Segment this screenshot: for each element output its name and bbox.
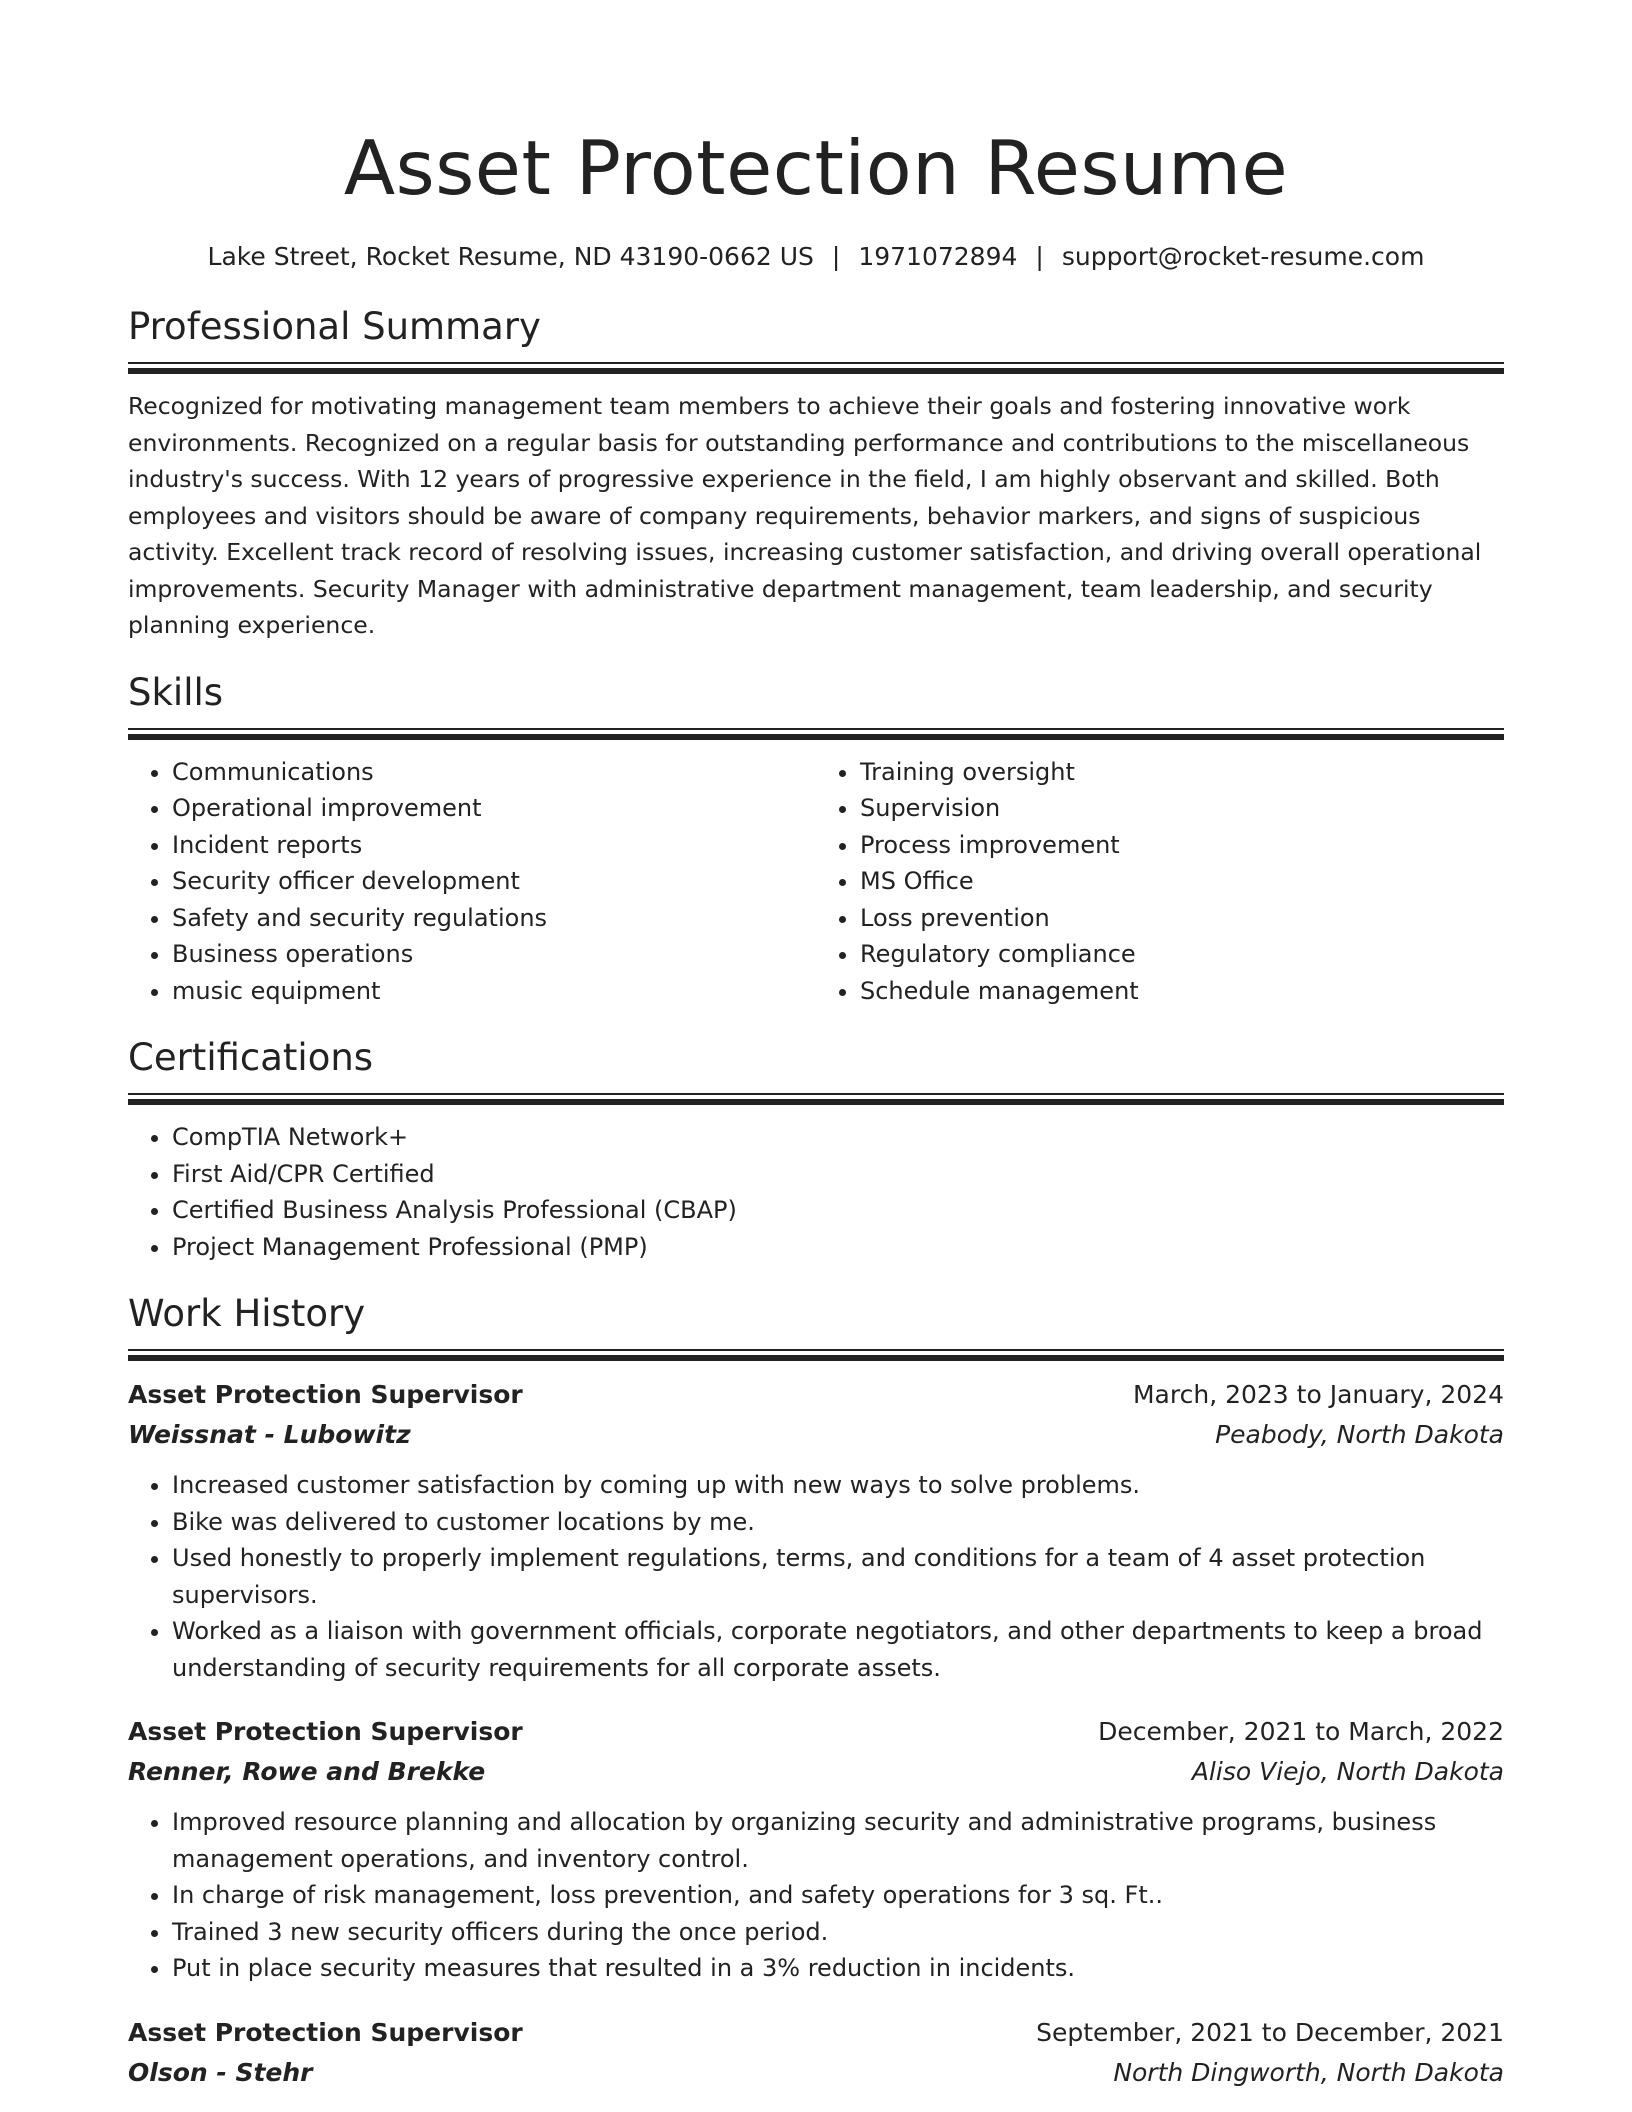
section-title-certifications: Certifications bbox=[128, 1036, 374, 1079]
job-bullet: • Put in place security measures that resulted in a 3% reduction in incidents. bbox=[172, 1950, 1504, 1987]
job-subheader bbox=[128, 1415, 1504, 1455]
job-subheader bbox=[128, 2053, 1504, 2093]
skill-item: • music equipment bbox=[172, 973, 816, 1010]
section-divider bbox=[128, 1349, 1504, 1361]
job-dates: December, 2021 to March, 2022 bbox=[1098, 1717, 1504, 1746]
certification-item: • Certified Business Analysis Professional (CBAP) bbox=[172, 1192, 1504, 1229]
job-location: North Dingworth, North Dakota bbox=[1113, 2057, 1504, 2087]
job-bullet: • Worked as a liaison with government officials, corporate negotiators, and other departments to keep a broad understanding of security requirements for all corporate assets. bbox=[172, 1613, 1504, 1686]
job-company: Renner, Rowe and Brekke bbox=[128, 1757, 486, 1786]
skill-item: • Business operations bbox=[172, 936, 816, 973]
skill-item: • Operational improvement bbox=[172, 790, 816, 827]
job-header bbox=[128, 1712, 1504, 1752]
summary-text: Recognized for motivating management team members to achieve their goals and fostering innovative work environments. Recognized on a regular basis for outstanding performance and contributions to the miscellaneous industry's success. With 12 years of progressive experience in the field, I am highly observant and skilled. Both employees and visitors should be aware of company requirements, behavior markers, and signs of suspicious activity. Excellent track record of resolving issues, increasing customer satisfaction, and driving overall operational improvements. Security Manager with administrative department management, team leadership, and security planning experience. bbox=[128, 392, 1482, 639]
job-bullet: • Improved resource planning and allocation by organizing security and administrative programs, business management operations, and inventory control. bbox=[172, 1804, 1504, 1877]
skill-item: • Safety and security regulations bbox=[172, 900, 816, 937]
job-bullet: • Used honestly to properly implement regulations, terms, and conditions for a team of 4 asset protection supervisors. bbox=[172, 1540, 1504, 1613]
job-entry bbox=[128, 2013, 1504, 2093]
job-bullets bbox=[128, 1804, 1504, 1987]
job-bullet: • Increased customer satisfaction by coming up with new ways to solve problems. bbox=[172, 1467, 1504, 1504]
skill-item: • Schedule management bbox=[860, 973, 1504, 1010]
skills-section bbox=[128, 670, 1504, 1010]
skill-item: • Incident reports bbox=[172, 827, 816, 864]
skill-item: • Training oversight bbox=[860, 754, 1504, 791]
job-bullet: • In charge of risk management, loss prevention, and safety operations for 3 sq. Ft.. bbox=[172, 1877, 1504, 1914]
address: Lake Street, Rocket Resume, ND 43190-0662 US bbox=[207, 242, 814, 271]
skill-item: • Regulatory compliance bbox=[860, 936, 1504, 973]
section-title-work-history: Work History bbox=[128, 1292, 366, 1335]
summary-section bbox=[128, 304, 1504, 644]
job-bullet: • Bike was delivered to customer locations by me. bbox=[172, 1504, 1504, 1541]
section-divider bbox=[128, 728, 1504, 740]
job-company: Weissnat - Lubowitz bbox=[128, 1420, 411, 1449]
section-title-skills: Skills bbox=[128, 670, 224, 714]
job-entry bbox=[128, 1712, 1504, 1987]
section-title-summary: Professional Summary bbox=[128, 305, 541, 348]
job-location: Peabody, North Dakota bbox=[1215, 1420, 1504, 1449]
job-dates: March, 2023 to January, 2024 bbox=[1132, 1380, 1504, 1409]
certifications-list bbox=[128, 1119, 1504, 1265]
certification-item: • First Aid/CPR Certified bbox=[172, 1156, 1504, 1193]
job-subheader bbox=[128, 1752, 1504, 1792]
job-entry bbox=[128, 1375, 1504, 1686]
job-company: Olson - Stehr bbox=[128, 2057, 313, 2087]
job-location: Aliso Viejo, North Dakota bbox=[1191, 1757, 1504, 1786]
certifications-section bbox=[128, 1035, 1504, 1265]
skill-item: • Supervision bbox=[860, 790, 1504, 827]
skills-list-left bbox=[128, 754, 816, 1010]
phone: 1971072894 bbox=[858, 242, 1018, 271]
job-dates: September, 2021 to December, 2021 bbox=[1036, 2017, 1504, 2047]
separator: | bbox=[831, 242, 841, 271]
skill-item: • MS Office bbox=[860, 863, 1504, 900]
email-link[interactable]: support@rocket-resume.com bbox=[1061, 242, 1425, 271]
skill-item: • Communications bbox=[172, 754, 816, 791]
job-title: Asset Protection Supervisor bbox=[128, 2017, 523, 2047]
job-bullet: • Trained 3 new security officers during the once period. bbox=[172, 1914, 1504, 1951]
section-divider bbox=[128, 1093, 1504, 1105]
job-header bbox=[128, 1375, 1504, 1415]
job-header bbox=[128, 2013, 1504, 2053]
skill-item: • Security officer development bbox=[172, 863, 816, 900]
skills-grid bbox=[128, 754, 1504, 1010]
job-title: Asset Protection Supervisor bbox=[128, 1380, 523, 1409]
work-history-section bbox=[128, 1291, 1504, 2093]
separator: | bbox=[1035, 242, 1044, 271]
certification-item: • Project Management Professional (PMP) bbox=[172, 1229, 1504, 1266]
skill-item: • Loss prevention bbox=[860, 900, 1504, 937]
certification-item: • CompTIA Network+ bbox=[172, 1119, 1504, 1156]
section-divider bbox=[128, 362, 1504, 374]
skill-item: • Process improvement bbox=[860, 827, 1504, 864]
skills-list-right bbox=[816, 754, 1504, 1010]
resume-title: Asset Protection Resume bbox=[343, 124, 1289, 212]
job-bullets bbox=[128, 1467, 1504, 1686]
contact-line bbox=[128, 240, 1504, 274]
job-title: Asset Protection Supervisor bbox=[128, 1717, 523, 1746]
